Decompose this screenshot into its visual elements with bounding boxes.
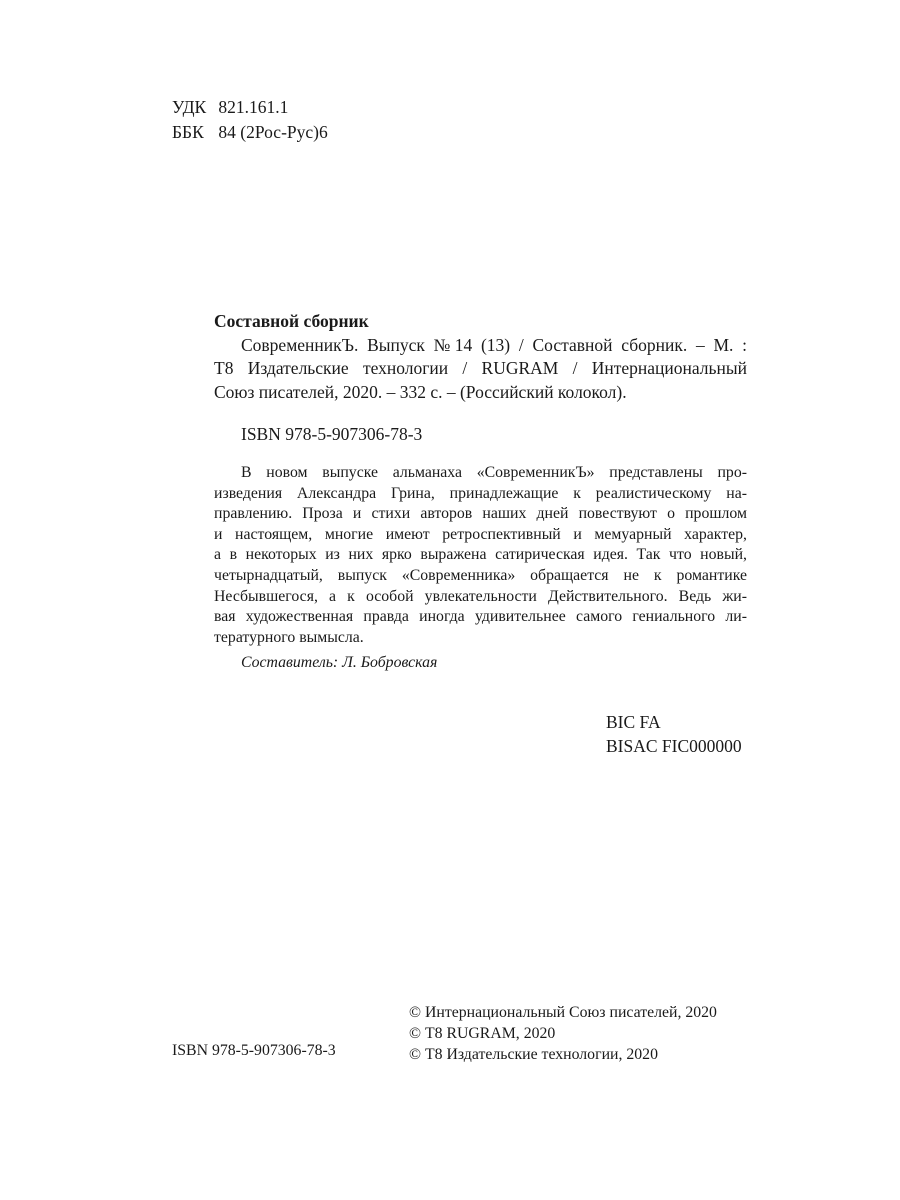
bisac-code: BISAC FIC000000 (606, 736, 742, 756)
annotation-line: тературного вымысла. (214, 628, 364, 646)
copyright-line: © Т8 RUGRAM, 2020 (409, 1025, 556, 1042)
bic-code: BIC FA (606, 712, 661, 732)
compiler-credit: Составитель: Л. Бобровская (241, 654, 438, 671)
annotation-line: правлению. Проза и стихи авторов наших дней повествуют о прошлом (214, 505, 747, 523)
isbn-main: ISBN 978-5-907306-78-3 (241, 424, 423, 444)
annotation (214, 463, 747, 648)
annotation-line: В новом выпуске альманаха «СовременникЪ» представлены про- (241, 464, 747, 481)
bbk-line (172, 120, 328, 145)
record-line: Т8 Издательские технологии / RUGRAM / Интернациональный (214, 358, 747, 378)
annotation-line: вая художественная правда иногда удивительнее самого гениального ли- (214, 608, 747, 626)
bbk-label: ББК (172, 122, 204, 142)
record-line: СовременникЪ. Выпуск №14 (13) / Составной сборник. – М. : (241, 334, 747, 355)
annotation-line: а в некоторых из них ярко выражена сатирическая идея. Так что новый, (214, 546, 747, 564)
udk-line (172, 95, 328, 120)
bibliographic-record (214, 310, 747, 404)
annotation-line: Несбывшегося, а к особой увлекательности Действительного. Ведь жи- (214, 587, 747, 605)
isbn-footer: ISBN 978-5-907306-78-3 (172, 1042, 336, 1059)
record-line: Союз писателей, 2020. – 332 с. – (Российский колокол). (214, 381, 627, 402)
subject-codes (606, 710, 742, 758)
classification-block (172, 95, 328, 145)
annotation-line: четырнадцатый, выпуск «Современника» обращается не к романтике (214, 566, 747, 584)
udk-label: УДК (172, 97, 207, 117)
copyright-line: © Интернациональный Союз писателей, 2020 (409, 1004, 717, 1021)
annotation-line: изведения Александра Грина, принадлежащие к реалистическому на- (214, 484, 747, 502)
udk-value: 821.161.1 (218, 97, 289, 117)
copyright-block (409, 1002, 717, 1065)
bbk-value: 84 (2Рос-Рус)6 (218, 122, 328, 142)
record-heading: Составной сборник (214, 311, 369, 331)
annotation-line: и настоящем, многие имеют ретроспективный и мемуарный характер, (214, 525, 747, 543)
copyright-line: © Т8 Издательские технологии, 2020 (409, 1046, 658, 1063)
